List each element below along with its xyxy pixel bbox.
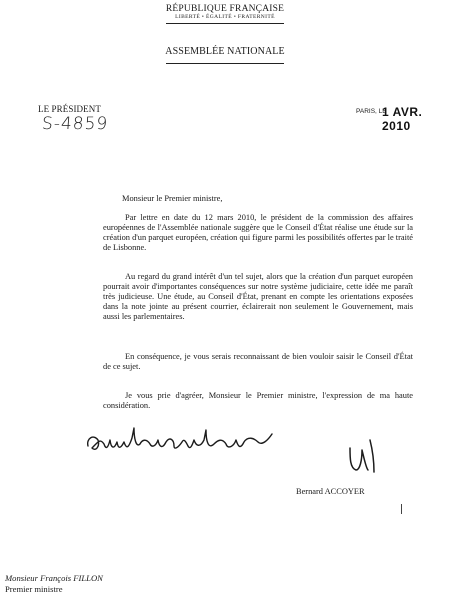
margin-mark <box>401 504 402 514</box>
salutation: Monsieur le Premier ministre, <box>122 194 223 203</box>
date-stamp: 1 AVR. 2010 <box>382 105 423 133</box>
letterhead-republic: RÉPUBLIQUE FRANÇAISE <box>165 4 285 14</box>
signer-name: Bernard ACCOYER <box>296 487 365 496</box>
handwritten-reference: S-4859 <box>41 114 109 134</box>
motto-divider <box>166 23 284 24</box>
paragraph-text: Au regard du grand intérêt d'un tel sujet, alors que la création d'un parquet européen pourrait avoir d'importantes conséquences sur notre système judiciaire, cette idée me paraît très judicieuse. Une étude, au Conseil d'État, prenant en compte les orientations exposées dans la note jointe au présent courrier, éclairerait non seulement le Gouvernement, mais aussi les parlementaires. <box>103 272 413 322</box>
body-paragraph <box>103 352 413 372</box>
signature-initials <box>346 438 380 478</box>
recipient-role: Premier ministre <box>5 584 63 594</box>
body-paragraph <box>103 391 413 411</box>
sender-title: LE PRÉSIDENT <box>38 104 101 114</box>
place-label: PARIS, LE <box>356 108 387 115</box>
letterhead-motto: LIBERTÉ • ÉGALITÉ • FRATERNITÉ <box>175 14 275 20</box>
paragraph-text: Par lettre en date du 12 mars 2010, le président de la commission des affaires européennes de l'Assemblée nationale suggère que le Conseil d'État réalise une étude sur la création d'un parquet européen, création qui figure parmi les possibilités offertes par le traité de Lisbonne. <box>103 213 413 253</box>
paragraph-text: En conséquence, je vous serais reconnaissant de bien vouloir saisir le Conseil d'État de ce sujet. <box>103 352 413 372</box>
recipient-name: Monsieur François FILLON <box>5 573 103 583</box>
letterhead-institution: ASSEMBLÉE NATIONALE <box>165 46 285 57</box>
handwritten-closing-scribble <box>84 424 284 460</box>
body-paragraph <box>103 213 413 253</box>
institution-divider <box>166 63 284 64</box>
paragraph-text: Je vous prie d'agréer, Monsieur le Premier ministre, l'expression de ma haute considération. <box>103 391 413 411</box>
body-paragraph <box>103 272 413 322</box>
